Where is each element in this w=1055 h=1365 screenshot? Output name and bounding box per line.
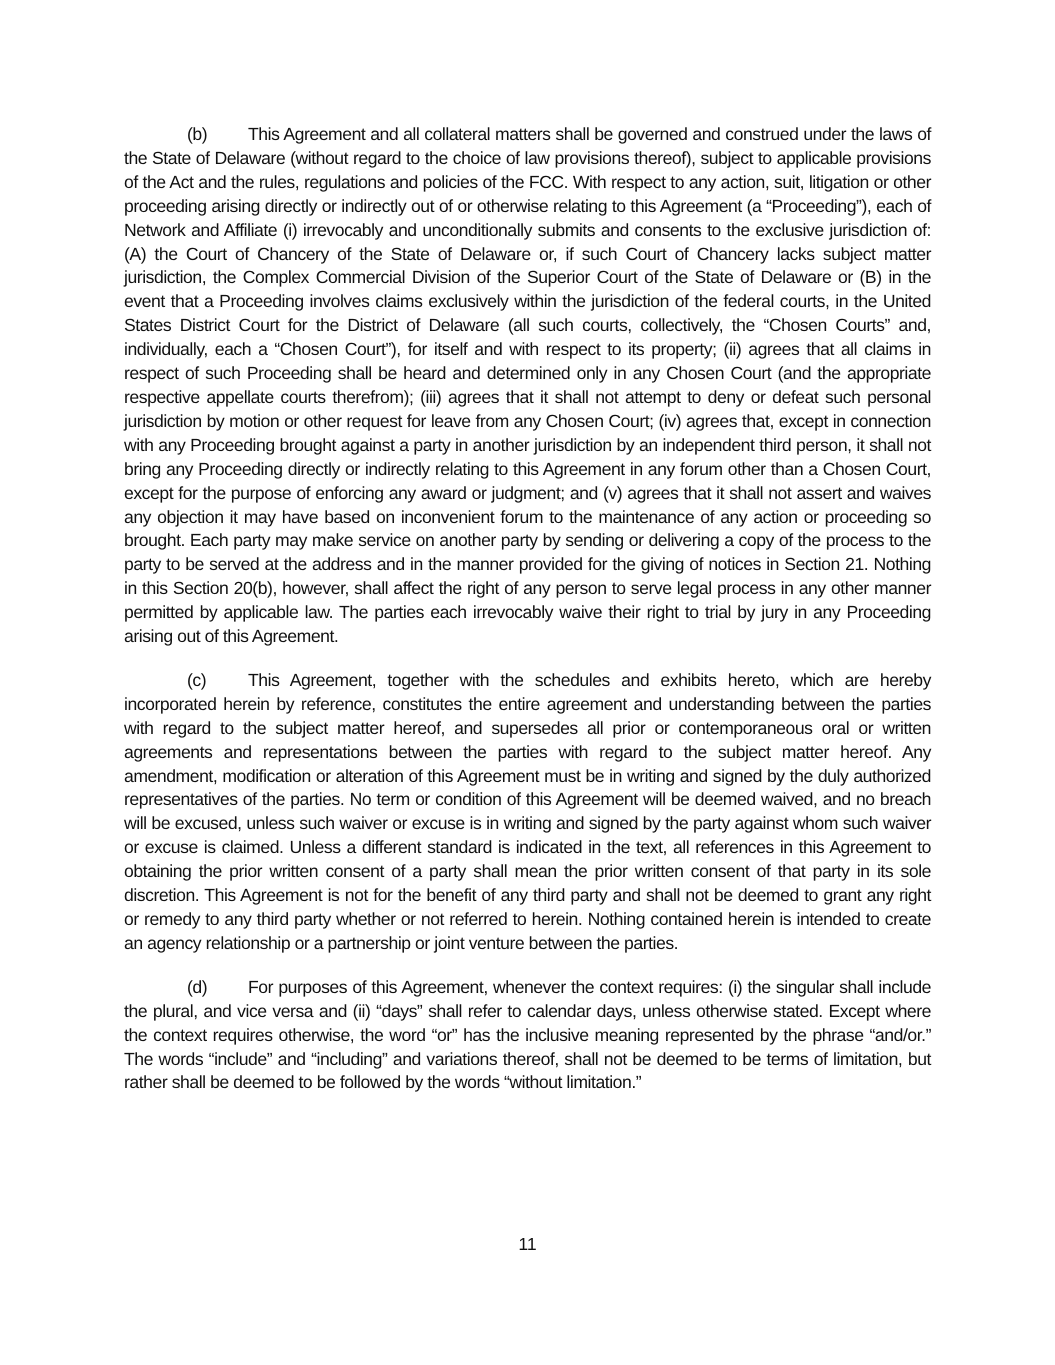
paragraph-b <box>124 123 931 649</box>
paragraph-text: For purposes of this Agreement, whenever the context requires: (i) the singular shall include the plural, and vice versa and (ii) “days” shall refer to calendar days, unless otherwise stated. Except where the context requires otherwise, the word “or” has the inclusive meaning represented by the phrase “and/or.” The words “include” and “including” and variations thereof, shall not be deemed to be terms of limitation, but rather shall be deemed to be followed by the words “without limitation.” <box>124 976 931 1093</box>
page-number: 11 <box>518 1234 537 1254</box>
paragraph-text: This Agreement and all collateral matters shall be governed and construed under the laws of the State of Delaware (without regard to the choice of law provisions thereof), subject to applicable provisions of the Act and the rules, regulations and policies of the FCC. With respect to any action, suit, litigation or other proceeding arising directly or indirectly out of or otherwise relating to this Agreement (a “Proceeding”), each of Network and Affiliate (i) irrevocably and unconditionally submits and consents to the exclusive jurisdiction of: (A) the Court of Chancery of the State of Delaware or, if such Court of Chancery lacks subject matter jurisdiction, the Complex Commercial Division of the Superior Court of the State of Delaware or (B) in the event that a Proceeding involves claims exclusively within the jurisdiction of the federal courts, in the United States District Court for the District of Delaware (all such courts, collectively, the “Chosen Courts” and, individually, each a “Chosen Court”), for itself and with respect to its property; (ii) agrees that all claims in respect of such Proceeding shall be heard and determined only in any Chosen Court (and the appropriate respective appellate courts therefrom); (iii) agrees that it shall not attempt to deny or defeat such personal jurisdiction by motion or other request for leave from any Chosen Court; (iv) agrees that, except in connection with any Proceeding brought against a party in another jurisdiction by an independent third person, it shall not bring any Proceeding directly or indirectly relating to this Agreement in any forum other than a Chosen Court, except for the purpose of enforcing any award or judgment; and (v) agrees that it shall not assert and waives any objection it may have based on inconvenient forum to the maintenance of any action or proceeding so brought. Each party may make service on another party by sending or delivering a copy of the process to the party to be served at the address and in the manner provided for the giving of notices in Section 21. Nothing in this Section 20(b), however, shall affect the right of any person to serve legal process in any other manner permitted by applicable law. The parties each irrevocably waive their right to trial by jury in any Proceeding arising out of this Agreement. <box>124 124 931 647</box>
document-body <box>124 123 931 1095</box>
paragraph-marker: (d) <box>187 976 208 997</box>
paragraph-d <box>124 976 931 1096</box>
paragraph-marker: (b) <box>187 124 208 144</box>
paragraph-marker: (c) <box>187 669 207 690</box>
paragraph-c <box>124 669 931 956</box>
paragraph-text: This Agreement, together with the schedules and exhibits hereto, which are hereby incorporated herein by reference, constitutes the entire agreement and understanding between the parties with regard to the subject matter hereof, and supersedes all prior or contemporaneous oral or written agreements and representations between the parties with regard to the subject matter hereof. Any amendment, modification or alteration of this Agreement must be in writing and signed by the duly authorized representatives of the parties. No term or condition of this Agreement will be deemed waived, and no breach will be excused, unless such waiver or excuse is in writing and signed by the party against whom such waiver or excuse is claimed. Unless a different standard is indicated in the text, all references in this Agreement to obtaining the prior written consent of a party shall mean the prior written consent of that party in its sole discretion. This Agreement is not for the benefit of any third party and shall not be deemed to grant any right or remedy to any third party whether or not referred to herein. Nothing contained herein is intended to create an agency relationship or a partnership or joint venture between the parties. <box>124 669 931 953</box>
